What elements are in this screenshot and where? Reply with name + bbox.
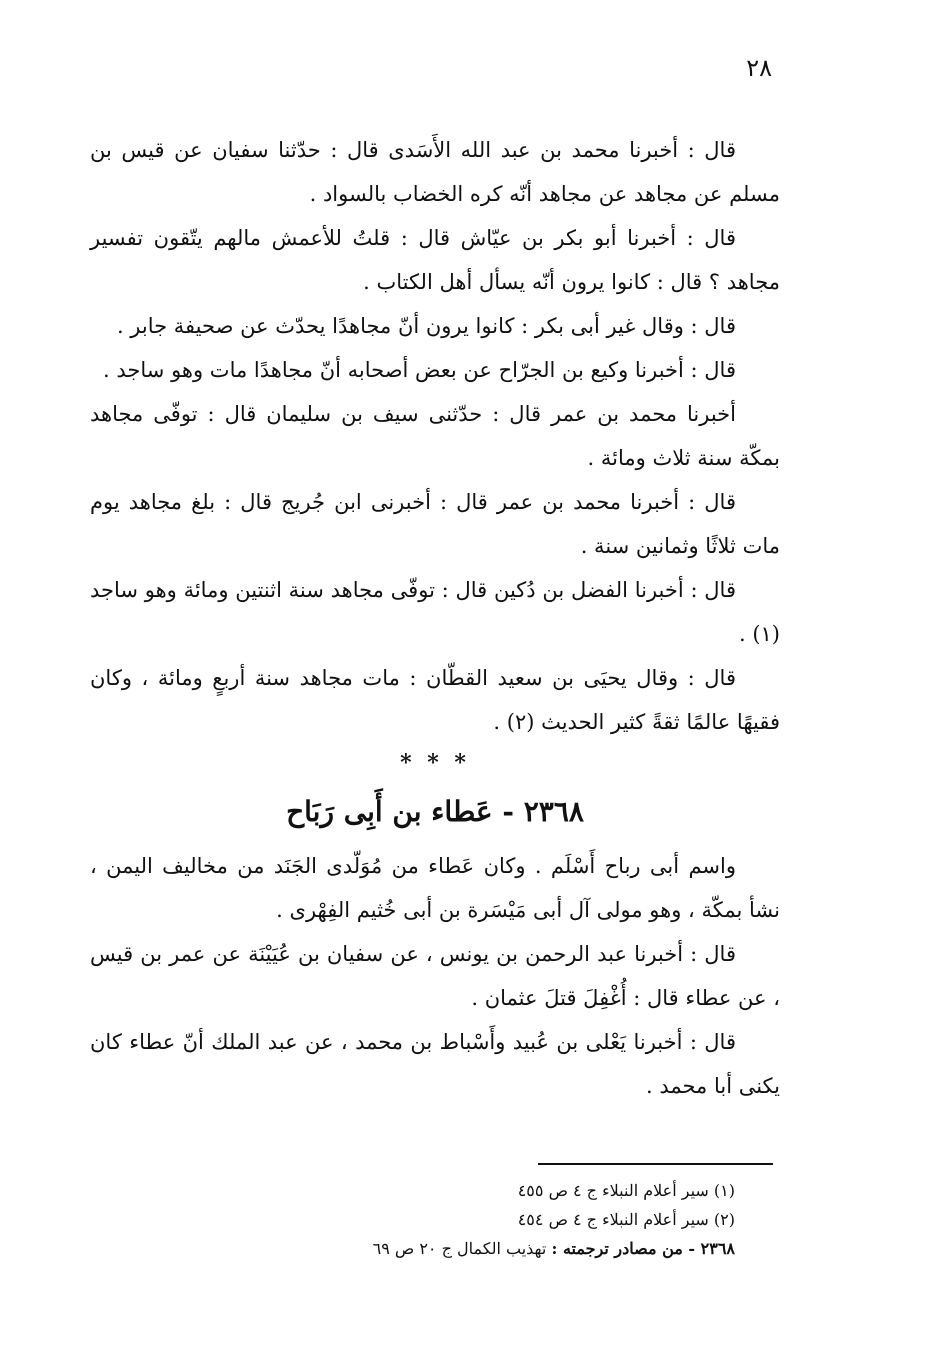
paragraph: قال : أخبرنا أبو بكر بن عيّاش قال : قلتُ للأعمش مالهم يتّقون تفسير مجاهد ؟ قال : كانوا يرون أنّه يسأل أهل الكتاب . bbox=[90, 226, 780, 294]
paragraph: قال : أخبرنا عبد الرحمن بن يونس ، عن سفيان بن عُيَيْنَة عن عمر بن قيس ، عن عطاء قال : أُغْفِلَ قتلَ عثمان . bbox=[90, 942, 780, 1010]
footnote-divider bbox=[538, 1163, 773, 1165]
paragraph: قال : أخبرنا محمد بن عبد الله الأَسَدى قال : حدّثنا سفيان عن قيس بن مسلم عن مجاهد عن مجاهد أنّه كره الخضاب بالسواد . bbox=[90, 138, 780, 206]
paragraph: قال : وقال غير أبى بكر : كانوا يرون أنّ مجاهدًا يحدّث عن صحيفة جابر . bbox=[116, 314, 736, 338]
entry-heading: ٢٣٦٨ - عَطاء بن أَبِى رَبَاح bbox=[286, 795, 584, 828]
footnote: (١) سير أعلام النبلاء ج ٤ ص ٤٥٥ bbox=[517, 1181, 735, 1200]
paragraph: أخبرنا محمد بن عمر قال : حدّثنى سيف بن سليمان قال : توفّى مجاهد بمكّة سنة ثلاث ومائة . bbox=[90, 402, 780, 470]
source-note-label: ٢٣٦٨ - من مصادر ترجمته : bbox=[551, 1239, 735, 1258]
paragraph: قال : أخبرنا يَعْلى بن عُبيد وأَسْباط بن محمد ، عن عبد الملك أنّ عطاء كان يكنى أبا محمد . bbox=[90, 1030, 780, 1098]
paragraph: قال : وقال يحيَى بن سعيد القطّان : مات مجاهد سنة أربعٍ ومائة ، وكان فقيهًا عالمًا ثقةً كثير الحديث (٢) . bbox=[90, 666, 780, 734]
source-note bbox=[260, 1234, 735, 1263]
page-number: ٢٨ bbox=[746, 54, 772, 82]
source-note-text: تهذيب الكمال ج ٢٠ ص ٦٩ bbox=[372, 1239, 552, 1258]
paragraph: قال : أخبرنا الفضل بن دُكين قال : توفّى مجاهد سنة اثنتين ومائة وهو ساجد (١) . bbox=[90, 578, 780, 646]
paragraph: واسم أبى رباح أَسْلَم . وكان عَطاء من مُوَلّدى الجَنَد من مخاليف اليمن ، نشأ بمكّة ، وهو مولى آل أبى مَيْسَرة بن أبى خُثيم الفِهْرى . bbox=[90, 854, 780, 922]
footnote: (٢) سير أعلام النبلاء ج ٤ ص ٤٥٤ bbox=[517, 1210, 735, 1229]
main-text bbox=[90, 128, 780, 1108]
section-separator: * * * bbox=[400, 750, 470, 776]
paragraph: قال : أخبرنا محمد بن عمر قال : أخبرنى ابن جُريج قال : بلغ مجاهد يوم مات ثلاثًا وثمانين سنة . bbox=[90, 490, 780, 558]
footnotes bbox=[260, 1176, 735, 1263]
paragraph: قال : أخبرنا وكيع بن الجرّاح عن بعض أصحابه أنّ مجاهدًا مات وهو ساجد . bbox=[103, 358, 736, 382]
